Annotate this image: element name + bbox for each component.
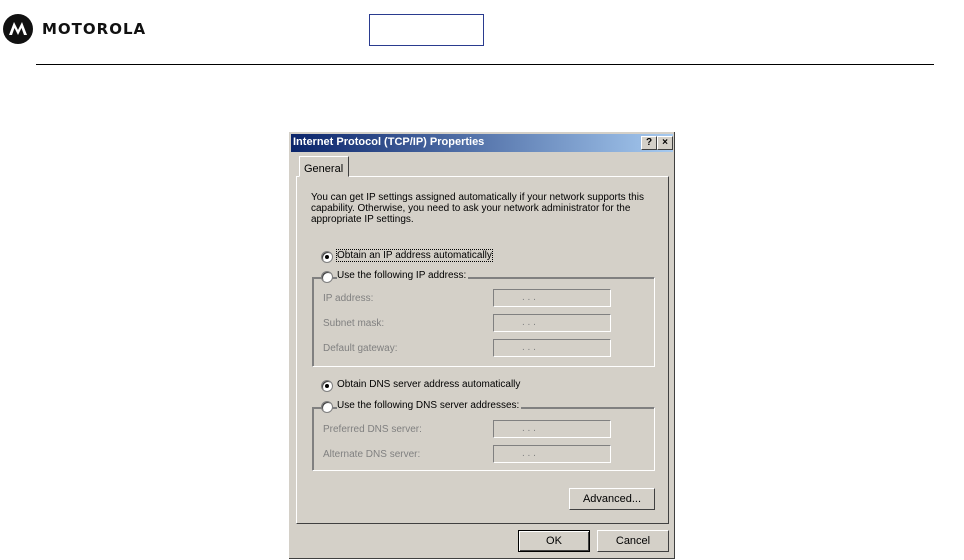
ip-address-field bbox=[493, 289, 611, 307]
advanced-button[interactable]: Advanced... bbox=[569, 488, 655, 510]
ok-button[interactable]: OK bbox=[518, 530, 590, 552]
tab-general[interactable]: General bbox=[299, 156, 349, 177]
cancel-button[interactable]: Cancel bbox=[597, 530, 669, 552]
brand-name: MOTOROLA bbox=[42, 20, 147, 38]
obtain-dns-label[interactable]: Obtain DNS server address automatically bbox=[337, 379, 521, 390]
preferred-dns-field bbox=[493, 420, 611, 438]
ip-address-label: IP address: bbox=[323, 293, 374, 304]
title-bar bbox=[291, 134, 673, 152]
alternate-dns-field bbox=[493, 445, 611, 463]
use-dns-radio[interactable] bbox=[321, 401, 333, 413]
ip-address-dots: . . . bbox=[522, 292, 536, 303]
dialog-title: Internet Protocol (TCP/IP) Properties bbox=[293, 136, 485, 148]
alternate-dns-label: Alternate DNS server: bbox=[323, 449, 421, 460]
info-text: You can get IP settings assigned automatically if your network supports this capability. Otherwise, you need to ask your network administrator for the appropriate IP settings. bbox=[311, 192, 644, 225]
use-ip-radio[interactable] bbox=[321, 271, 333, 283]
default-gateway-dots: . . . bbox=[522, 342, 536, 353]
close-button[interactable]: × bbox=[657, 136, 673, 150]
help-button[interactable]: ? bbox=[641, 136, 657, 150]
subnet-mask-label: Subnet mask: bbox=[323, 318, 385, 329]
motorola-logo-icon bbox=[3, 14, 33, 44]
subnet-mask-field bbox=[493, 314, 611, 332]
obtain-ip-label[interactable]: Obtain an IP address automatically bbox=[337, 250, 492, 261]
preferred-dns-dots: . . . bbox=[522, 423, 536, 434]
header-divider bbox=[36, 64, 934, 65]
header-link-box[interactable] bbox=[369, 14, 484, 46]
obtain-ip-radio[interactable] bbox=[321, 251, 333, 263]
default-gateway-label: Default gateway: bbox=[323, 343, 398, 354]
subnet-mask-dots: . . . bbox=[522, 317, 536, 328]
tcpip-properties-dialog bbox=[288, 131, 676, 560]
default-gateway-field bbox=[493, 339, 611, 357]
obtain-dns-radio[interactable] bbox=[321, 380, 333, 392]
preferred-dns-label: Preferred DNS server: bbox=[323, 424, 422, 435]
alternate-dns-dots: . . . bbox=[522, 448, 536, 459]
use-ip-label[interactable]: Use the following IP address: bbox=[337, 270, 467, 281]
use-dns-label[interactable]: Use the following DNS server addresses: bbox=[337, 400, 520, 411]
